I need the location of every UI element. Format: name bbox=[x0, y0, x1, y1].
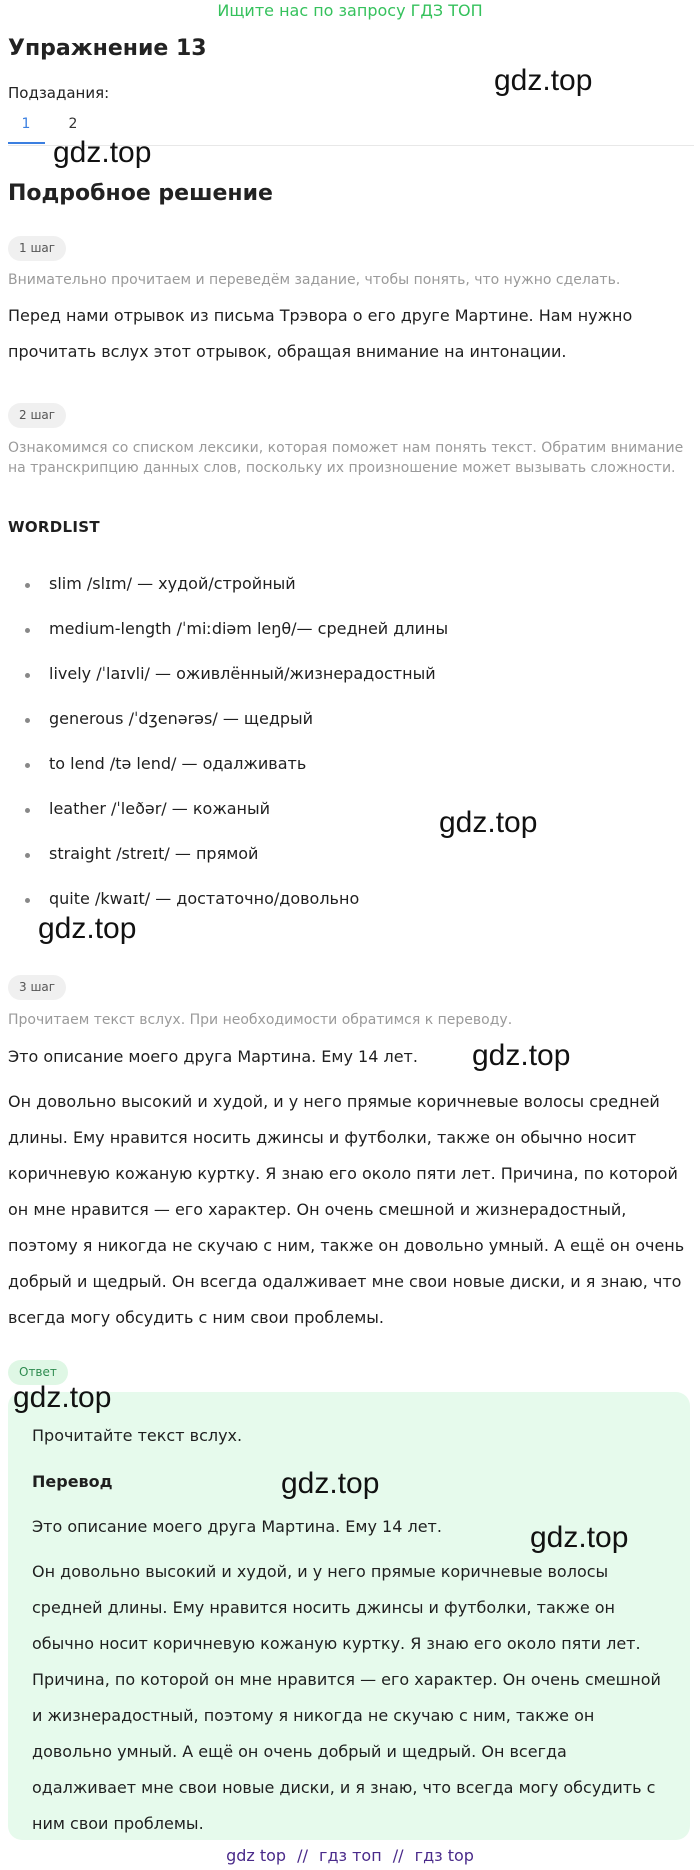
answer-text: Он довольно высокий и худой, и у него прямые коричневые волосы средней длины. Ему нравится носить джинсы и футболки, также он обычно носит коричневую кожаную куртку. Я знаю его около пяти лет. Причина, по которой он мне нравится — его характер. Он очень смешной и жизнерадостный, поэтому я никогда не скучаю с ним, также он довольно умный. А ещё он очень добрый и щедрый. Он всегда одалживает мне свои новые диски, и я знаю, что всегда могу обсудить с ним свои проблемы. bbox=[32, 1562, 661, 1833]
step-badge-1: 1 шаг bbox=[8, 236, 66, 261]
translation-label: Перевод bbox=[32, 1472, 113, 1491]
active-tab-indicator bbox=[8, 142, 45, 144]
wordlist-item-text: quite /kwaɪt/ — достаточно/довольно bbox=[49, 889, 360, 908]
wordlist-item-text: to lend /tə lend/ — одалживать bbox=[49, 754, 307, 773]
footer-link-gdz-top-mixed[interactable]: гдз top bbox=[414, 1846, 474, 1865]
watermark-text: gdz.top bbox=[281, 1467, 380, 1500]
watermark-text: gdz.top bbox=[439, 806, 538, 839]
page-title: Упражнение 13 bbox=[8, 36, 207, 61]
step-text-3: Он довольно высокий и худой, и у него прямые коричневые волосы средней длины. Ему нравится носить джинсы и футболки, также он обычно носит коричневую кожаную куртку. Я знаю его около пяти лет. Причина, по которой он мне нравится — его характер. Он очень смешной и жизнерадостный, поэтому я никогда не скучаю с ним, также он довольно умный. А ещё он очень добрый и щедрый. Он всегда одалживает мне свои новые диски, и я знаю, что всегда могу обсудить с ним свои проблемы. bbox=[8, 1092, 685, 1327]
bullet-icon bbox=[25, 853, 30, 858]
answer-intro: Это описание моего друга Мартина. Ему 14 лет. bbox=[32, 1517, 442, 1536]
wordlist-title: WORDLIST bbox=[8, 518, 100, 536]
wordlist-item-text: leather /ˈleðər/ — кожаный bbox=[49, 799, 271, 818]
footer-link-gdz-top[interactable]: gdz top bbox=[226, 1846, 287, 1865]
footer-links bbox=[0, 1846, 700, 1865]
step-intro-3: Это описание моего друга Мартина. Ему 14 лет. bbox=[8, 1047, 418, 1066]
footer-separator: // bbox=[297, 1846, 308, 1865]
bullet-icon bbox=[25, 583, 30, 588]
step-badge-2: 2 шаг bbox=[8, 403, 66, 428]
step-badge-3: 3 шаг bbox=[8, 975, 66, 1000]
bullet-icon bbox=[25, 898, 30, 903]
tab-subtask-2[interactable]: 2 bbox=[68, 116, 78, 132]
watermark-text: gdz.top bbox=[472, 1039, 571, 1072]
wordlist-item-text: medium-length /ˈmiːdiəm leŋθ/— средней длины bbox=[49, 619, 449, 638]
wordlist-item-text: generous /ˈdʒenərəs/ — щедрый bbox=[49, 709, 314, 728]
step-hint-2: Ознакомимся со списком лексики, которая поможет нам понять текст. Обратим внимание на транскрипцию данных слов, поскольку их произношение может вызывать сложности. bbox=[8, 440, 684, 476]
wordlist-item-text: slim /slɪm/ — худой/стройный bbox=[49, 574, 296, 593]
bullet-icon bbox=[25, 718, 30, 723]
answer-badge: Ответ bbox=[8, 1360, 68, 1385]
watermark-text: gdz.top bbox=[53, 136, 152, 169]
bullet-icon bbox=[25, 628, 30, 633]
bullet-icon bbox=[25, 808, 30, 813]
subtasks-label: Подзадания: bbox=[8, 84, 110, 102]
footer-link-gdz-top-ru[interactable]: гдз топ bbox=[319, 1846, 382, 1865]
promo-banner[interactable]: Ищите нас по запросу ГДЗ ТОП bbox=[217, 1, 483, 20]
step-hint-1: Внимательно прочитаем и переведём задание, чтобы понять, что нужно сделать. bbox=[8, 272, 621, 288]
watermark-text: gdz.top bbox=[13, 1381, 112, 1414]
bullet-icon bbox=[25, 673, 30, 678]
footer-separator: // bbox=[392, 1846, 404, 1865]
step-hint-3: Прочитаем текст вслух. При необходимости обратимся к переводу. bbox=[8, 1012, 513, 1028]
answer-instruction: Прочитайте текст вслух. bbox=[32, 1426, 243, 1445]
tab-subtask-1[interactable]: 1 bbox=[21, 116, 31, 132]
step-text-1: Перед нами отрывок из письма Трэвора о его друге Мартине. Нам нужно прочитать вслух этот отрывок, обращая внимание на интонации. bbox=[8, 306, 633, 361]
bullet-icon bbox=[25, 763, 30, 768]
watermark-text: gdz.top bbox=[38, 912, 137, 945]
section-title: Подробное решение bbox=[8, 181, 273, 206]
watermark-text: gdz.top bbox=[494, 64, 593, 97]
wordlist-item-text: straight /streɪt/ — прямой bbox=[49, 844, 259, 863]
watermark-text: gdz.top bbox=[530, 1521, 629, 1554]
wordlist-item-text: lively /ˈlaɪvli/ — оживлённый/жизнерадостный bbox=[49, 664, 436, 683]
